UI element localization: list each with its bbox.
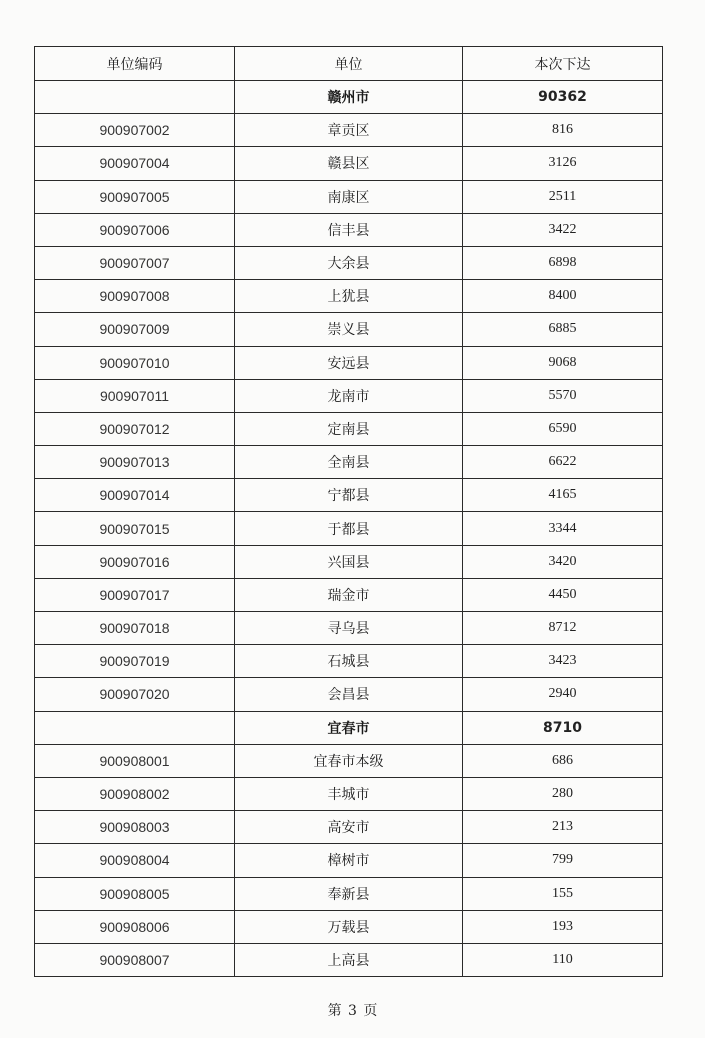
cell-unit-code: 900908005 bbox=[35, 877, 235, 910]
cell-amount: 2511 bbox=[463, 180, 663, 213]
cell-amount: 816 bbox=[463, 114, 663, 147]
cell-unit-name: 万载县 bbox=[235, 910, 463, 943]
cell-amount: 213 bbox=[463, 811, 663, 844]
cell-amount: 90362 bbox=[463, 81, 663, 114]
cell-unit-code bbox=[35, 711, 235, 744]
cell-amount: 5570 bbox=[463, 379, 663, 412]
cell-amount: 3126 bbox=[463, 147, 663, 180]
table-row-subtotal bbox=[35, 81, 663, 114]
table-row bbox=[35, 777, 663, 810]
table-row bbox=[35, 446, 663, 479]
table-row bbox=[35, 578, 663, 611]
cell-amount: 8710 bbox=[463, 711, 663, 744]
cell-unit-code: 900907013 bbox=[35, 446, 235, 479]
cell-unit-name: 安远县 bbox=[235, 346, 463, 379]
table-row bbox=[35, 379, 663, 412]
cell-unit-name: 奉新县 bbox=[235, 877, 463, 910]
cell-unit-code: 900907006 bbox=[35, 213, 235, 246]
cell-unit-code: 900907014 bbox=[35, 479, 235, 512]
cell-unit-name: 寻乌县 bbox=[235, 612, 463, 645]
cell-amount: 8400 bbox=[463, 280, 663, 313]
header-amount: 本次下达 bbox=[463, 47, 663, 81]
page-number-prefix: 第 bbox=[327, 1003, 342, 1019]
table-row bbox=[35, 943, 663, 976]
table-row bbox=[35, 246, 663, 279]
cell-unit-name: 南康区 bbox=[235, 180, 463, 213]
cell-amount: 9068 bbox=[463, 346, 663, 379]
table-row bbox=[35, 744, 663, 777]
cell-amount: 6898 bbox=[463, 246, 663, 279]
cell-amount: 3344 bbox=[463, 512, 663, 545]
cell-amount: 8712 bbox=[463, 612, 663, 645]
cell-unit-code bbox=[35, 81, 235, 114]
page-number-suffix: 页 bbox=[363, 1003, 378, 1019]
cell-unit-code: 900907018 bbox=[35, 612, 235, 645]
cell-unit-code: 900907007 bbox=[35, 246, 235, 279]
cell-unit-code: 900907010 bbox=[35, 346, 235, 379]
cell-amount: 4450 bbox=[463, 578, 663, 611]
cell-unit-name: 崇义县 bbox=[235, 313, 463, 346]
table-body bbox=[35, 81, 663, 977]
cell-unit-code: 900908002 bbox=[35, 777, 235, 810]
cell-amount: 686 bbox=[463, 744, 663, 777]
cell-unit-code: 900908001 bbox=[35, 744, 235, 777]
table-row bbox=[35, 811, 663, 844]
cell-unit-code: 900907011 bbox=[35, 379, 235, 412]
cell-amount: 280 bbox=[463, 777, 663, 810]
table-row bbox=[35, 678, 663, 711]
cell-unit-code: 900907019 bbox=[35, 645, 235, 678]
cell-unit-name: 上高县 bbox=[235, 943, 463, 976]
cell-unit-name: 定南县 bbox=[235, 412, 463, 445]
cell-unit-name: 于都县 bbox=[235, 512, 463, 545]
cell-unit-name: 赣州市 bbox=[235, 81, 463, 114]
table-row bbox=[35, 479, 663, 512]
cell-amount: 3420 bbox=[463, 545, 663, 578]
table-row bbox=[35, 412, 663, 445]
cell-unit-name: 章贡区 bbox=[235, 114, 463, 147]
cell-unit-code: 900908007 bbox=[35, 943, 235, 976]
cell-unit-name: 兴国县 bbox=[235, 545, 463, 578]
cell-unit-code: 900907016 bbox=[35, 545, 235, 578]
cell-unit-code: 900908003 bbox=[35, 811, 235, 844]
cell-unit-name: 大余县 bbox=[235, 246, 463, 279]
cell-amount: 6590 bbox=[463, 412, 663, 445]
table-header-row bbox=[35, 47, 663, 81]
cell-unit-name: 信丰县 bbox=[235, 213, 463, 246]
table-row bbox=[35, 645, 663, 678]
header-unit: 单位 bbox=[235, 47, 463, 81]
page-number bbox=[0, 1000, 705, 1020]
allocation-table bbox=[34, 46, 663, 977]
cell-unit-name: 宁都县 bbox=[235, 479, 463, 512]
cell-unit-name: 高安市 bbox=[235, 811, 463, 844]
cell-unit-name: 宜春市本级 bbox=[235, 744, 463, 777]
cell-amount: 6622 bbox=[463, 446, 663, 479]
cell-unit-code: 900908004 bbox=[35, 844, 235, 877]
table-row bbox=[35, 910, 663, 943]
cell-unit-code: 900907020 bbox=[35, 678, 235, 711]
cell-amount: 3422 bbox=[463, 213, 663, 246]
cell-amount: 155 bbox=[463, 877, 663, 910]
table-row bbox=[35, 545, 663, 578]
cell-unit-name: 全南县 bbox=[235, 446, 463, 479]
table-row bbox=[35, 313, 663, 346]
cell-unit-code: 900907005 bbox=[35, 180, 235, 213]
cell-amount: 6885 bbox=[463, 313, 663, 346]
cell-unit-name: 宜春市 bbox=[235, 711, 463, 744]
cell-amount: 193 bbox=[463, 910, 663, 943]
table-row bbox=[35, 612, 663, 645]
table-row-subtotal bbox=[35, 711, 663, 744]
table-row bbox=[35, 280, 663, 313]
cell-unit-code: 900908006 bbox=[35, 910, 235, 943]
cell-unit-name: 瑞金市 bbox=[235, 578, 463, 611]
cell-unit-code: 900907015 bbox=[35, 512, 235, 545]
table-row bbox=[35, 877, 663, 910]
cell-unit-name: 赣县区 bbox=[235, 147, 463, 180]
cell-unit-name: 龙南市 bbox=[235, 379, 463, 412]
page-number-value: 3 bbox=[348, 1003, 357, 1019]
cell-unit-name: 会昌县 bbox=[235, 678, 463, 711]
table-row bbox=[35, 512, 663, 545]
cell-unit-name: 石城县 bbox=[235, 645, 463, 678]
cell-unit-code: 900907017 bbox=[35, 578, 235, 611]
cell-amount: 799 bbox=[463, 844, 663, 877]
table-row bbox=[35, 844, 663, 877]
header-unit-code: 单位编码 bbox=[35, 47, 235, 81]
cell-unit-code: 900907008 bbox=[35, 280, 235, 313]
table-row bbox=[35, 147, 663, 180]
cell-amount: 110 bbox=[463, 943, 663, 976]
table-row bbox=[35, 180, 663, 213]
table-row bbox=[35, 213, 663, 246]
table-row bbox=[35, 346, 663, 379]
cell-amount: 3423 bbox=[463, 645, 663, 678]
cell-unit-code: 900907002 bbox=[35, 114, 235, 147]
cell-unit-name: 樟树市 bbox=[235, 844, 463, 877]
cell-unit-code: 900907004 bbox=[35, 147, 235, 180]
cell-unit-name: 丰城市 bbox=[235, 777, 463, 810]
cell-amount: 2940 bbox=[463, 678, 663, 711]
cell-unit-name: 上犹县 bbox=[235, 280, 463, 313]
table-row bbox=[35, 114, 663, 147]
cell-unit-code: 900907012 bbox=[35, 412, 235, 445]
cell-unit-code: 900907009 bbox=[35, 313, 235, 346]
cell-amount: 4165 bbox=[463, 479, 663, 512]
